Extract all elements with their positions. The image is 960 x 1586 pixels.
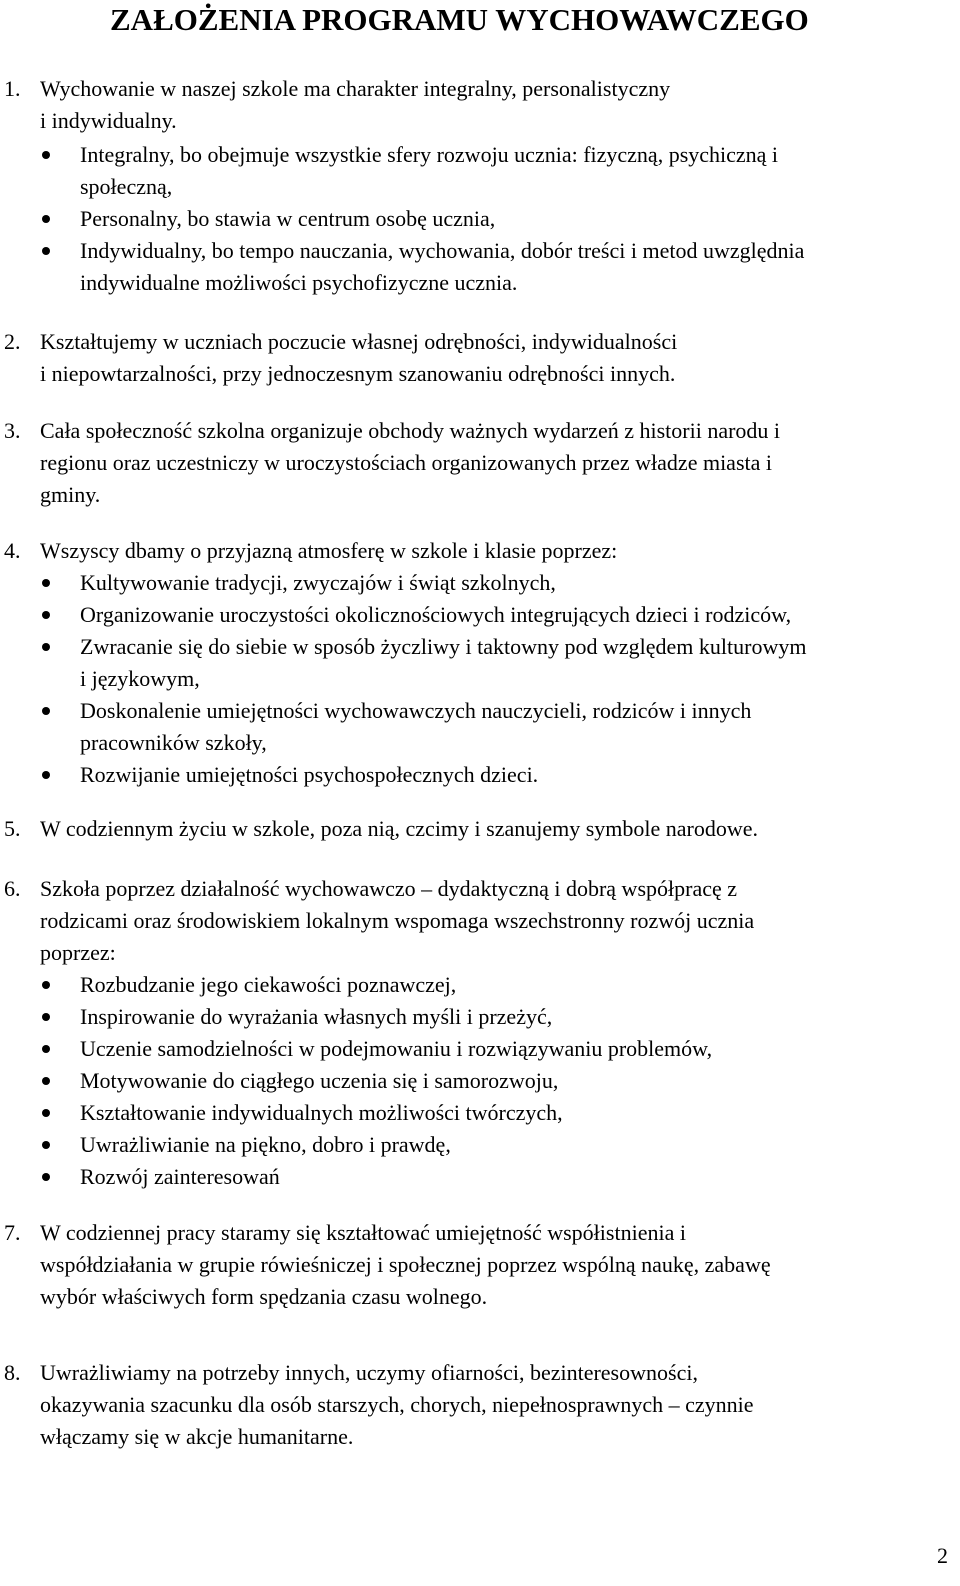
bullet-icon [42, 247, 50, 255]
bullet-icon [42, 1109, 50, 1117]
section-text-line: Uwrażliwiamy na potrzeby innych, uczymy ofiarności, bezinteresowności, [40, 1360, 698, 1385]
section-text-line: i niepowtarzalności, przy jednoczesnym szanowaniu odrębności innych. [40, 361, 676, 386]
section-text-line: rodzicami oraz środowiskiem lokalnym wspomaga wszechstronny rozwój ucznia [40, 908, 755, 933]
bullet-icon [42, 643, 50, 651]
section-number: 3. [4, 418, 21, 443]
bullet-icon [42, 1013, 50, 1021]
section-text-line: współdziałania w grupie rówieśniczej i społecznej poprzez wspólną naukę, zabawę [40, 1252, 771, 1277]
bullet-text-line: Kultywowanie tradycji, zwyczajów i świąt szkolnych, [80, 570, 556, 595]
section-number: 6. [4, 876, 21, 901]
bullet-text-line: Rozwój zainteresowań [80, 1164, 280, 1189]
section-text-line: W codziennej pracy staramy się kształtować umiejętność współistnienia i [40, 1220, 686, 1245]
bullet-text-line: indywidualne możliwości psychofizyczne ucznia. [80, 270, 518, 295]
bullet-text-line: Organizowanie uroczystości okolicznościowych integrujących dzieci i rodziców, [80, 602, 792, 627]
section-text-line: Wychowanie w naszej szkole ma charakter integralny, personalistyczny [40, 76, 671, 101]
section-text-line: Kształtujemy w uczniach poczucie własnej odrębności, indywidualności [40, 329, 678, 354]
bullet-icon [42, 611, 50, 619]
bullet-text-line: Integralny, bo obejmuje wszystkie sfery rozwoju ucznia: fizyczną, psychiczną i [80, 142, 779, 167]
section-text-line: W codziennym życiu w szkole, poza nią, czcimy i szanujemy symbole narodowe. [40, 816, 759, 841]
bullet-icon [42, 771, 50, 779]
section-text-line: okazywania szacunku dla osób starszych, chorych, niepełnosprawnych – czynnie [40, 1392, 754, 1417]
section-text-line: i indywidualny. [40, 108, 177, 133]
bullet-text-line: społeczną, [80, 174, 173, 199]
bullet-icon [42, 707, 50, 715]
section-number: 8. [4, 1360, 21, 1385]
bullet-icon [42, 579, 50, 587]
section-text-line: gminy. [40, 482, 101, 507]
bullet-icon [42, 1077, 50, 1085]
bullet-icon [42, 1141, 50, 1149]
bullet-text-line: pracowników szkoły, [80, 730, 267, 755]
bullet-text-line: Indywidualny, bo tempo nauczania, wychowania, dobór treści i metod uwzględnia [80, 238, 805, 263]
section-text-line: regionu oraz uczestniczy w uroczystościach organizowanych przez władze miasta i [40, 450, 772, 475]
section-text-line: włączamy się w akcje humanitarne. [40, 1424, 354, 1449]
page-number: 2 [937, 1543, 948, 1568]
bullet-text-line: Doskonalenie umiejętności wychowawczych nauczycieli, rodziców i innych [80, 698, 752, 723]
bullet-text-line: Rozbudzanie jego ciekawości poznawczej, [80, 972, 457, 997]
document-title: ZAŁOŻENIA PROGRAMU WYCHOWAWCZEGO [110, 2, 809, 37]
section-number: 7. [4, 1220, 21, 1245]
bullet-text-line: Rozwijanie umiejętności psychospołecznych dzieci. [80, 762, 539, 787]
section-text-line: wybór właściwych form spędzania czasu wolnego. [40, 1284, 488, 1309]
bullet-text-line: Motywowanie do ciągłego uczenia się i samorozwoju, [80, 1068, 559, 1093]
section-number: 5. [4, 816, 21, 841]
bullet-text-line: Kształtowanie indywidualnych możliwości twórczych, [80, 1100, 563, 1125]
bullet-icon [42, 215, 50, 223]
section-text-line: Cała społeczność szkolna organizuje obchody ważnych wydarzeń z historii narodu i [40, 418, 781, 443]
section-text-line: Wszyscy dbamy o przyjazną atmosferę w szkole i klasie poprzez: [40, 538, 618, 563]
bullet-text-line: Uczenie samodzielności w podejmowaniu i rozwiązywaniu problemów, [80, 1036, 713, 1061]
bullet-icon [42, 151, 50, 159]
bullet-text-line: Uwrażliwianie na piękno, dobro i prawdę, [80, 1132, 451, 1157]
bullet-text-line: Personalny, bo stawia w centrum osobę ucznia, [80, 206, 496, 231]
section-number: 1. [4, 76, 21, 101]
bullet-text-line: i językowym, [80, 666, 200, 691]
section-text-line: Szkoła poprzez działalność wychowawczo – dydaktyczną i dobrą współpracę z [40, 876, 737, 901]
bullet-icon [42, 1173, 50, 1181]
section-number: 4. [4, 538, 21, 563]
section-number: 2. [4, 329, 21, 354]
bullet-text-line: Inspirowanie do wyrażania własnych myśli i przeżyć, [80, 1004, 553, 1029]
bullet-text-line: Zwracanie się do siebie w sposób życzliwy i taktowny pod względem kulturowym [80, 634, 807, 659]
bullet-icon [42, 1045, 50, 1053]
section-text-line: poprzez: [40, 940, 116, 965]
bullet-icon [42, 981, 50, 989]
